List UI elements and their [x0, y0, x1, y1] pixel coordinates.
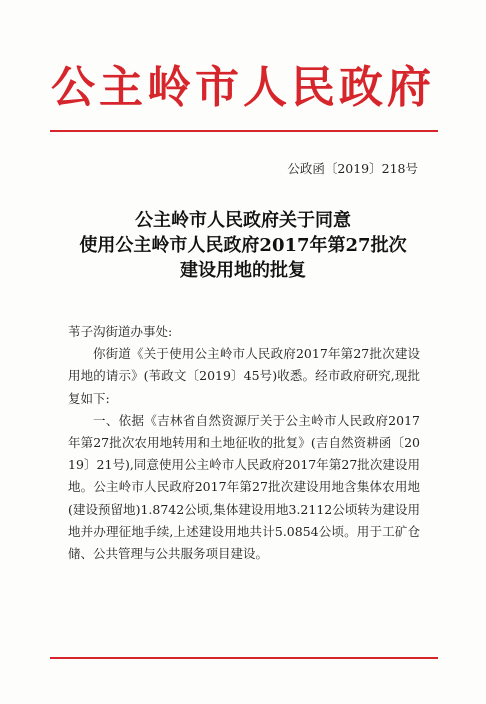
- document-title-line-3: 建设用地的批复: [180, 260, 306, 281]
- document-number: 公政函〔2019〕218号: [287, 161, 418, 176]
- document-title-line-1: 公主岭市人民政府关于同意: [135, 210, 351, 231]
- body-paragraph-1: 你街道《关于使用公主岭市人民政府2017年第27批次建设用地的请示》(苇政文〔2019〕45号)收悉。经市政府研究,现批复如下:: [68, 346, 420, 406]
- masthead-title: 公主岭市人民政府: [51, 62, 435, 113]
- salutation: 苇子沟街道办事处:: [68, 324, 173, 339]
- body-paragraph-2: 一、依据《吉林省自然资源厅关于公主岭市人民政府2017年第27批次农用地转用和土地征收的批复》(吉自然资耕函〔2019〕21号),同意使用公主岭市人民政府2017年第27批次建设用地。公主岭市人民政府2017年第27批次建设用地含集体农用地(建设预留地)1.8742公顷,集体建设用地3.2112公顷转为建设用地并办理征地手续,上述建设用地共计5.0854公顷。用于工矿仓储、公共管理与公共服务项目建设。: [68, 412, 420, 562]
- document-title-line-2: 使用公主岭市人民政府2017年第27批次: [79, 235, 407, 256]
- masthead-divider: [50, 130, 438, 132]
- document-body: [68, 321, 420, 565]
- footer-divider: [50, 657, 438, 659]
- document-title: [0, 208, 486, 283]
